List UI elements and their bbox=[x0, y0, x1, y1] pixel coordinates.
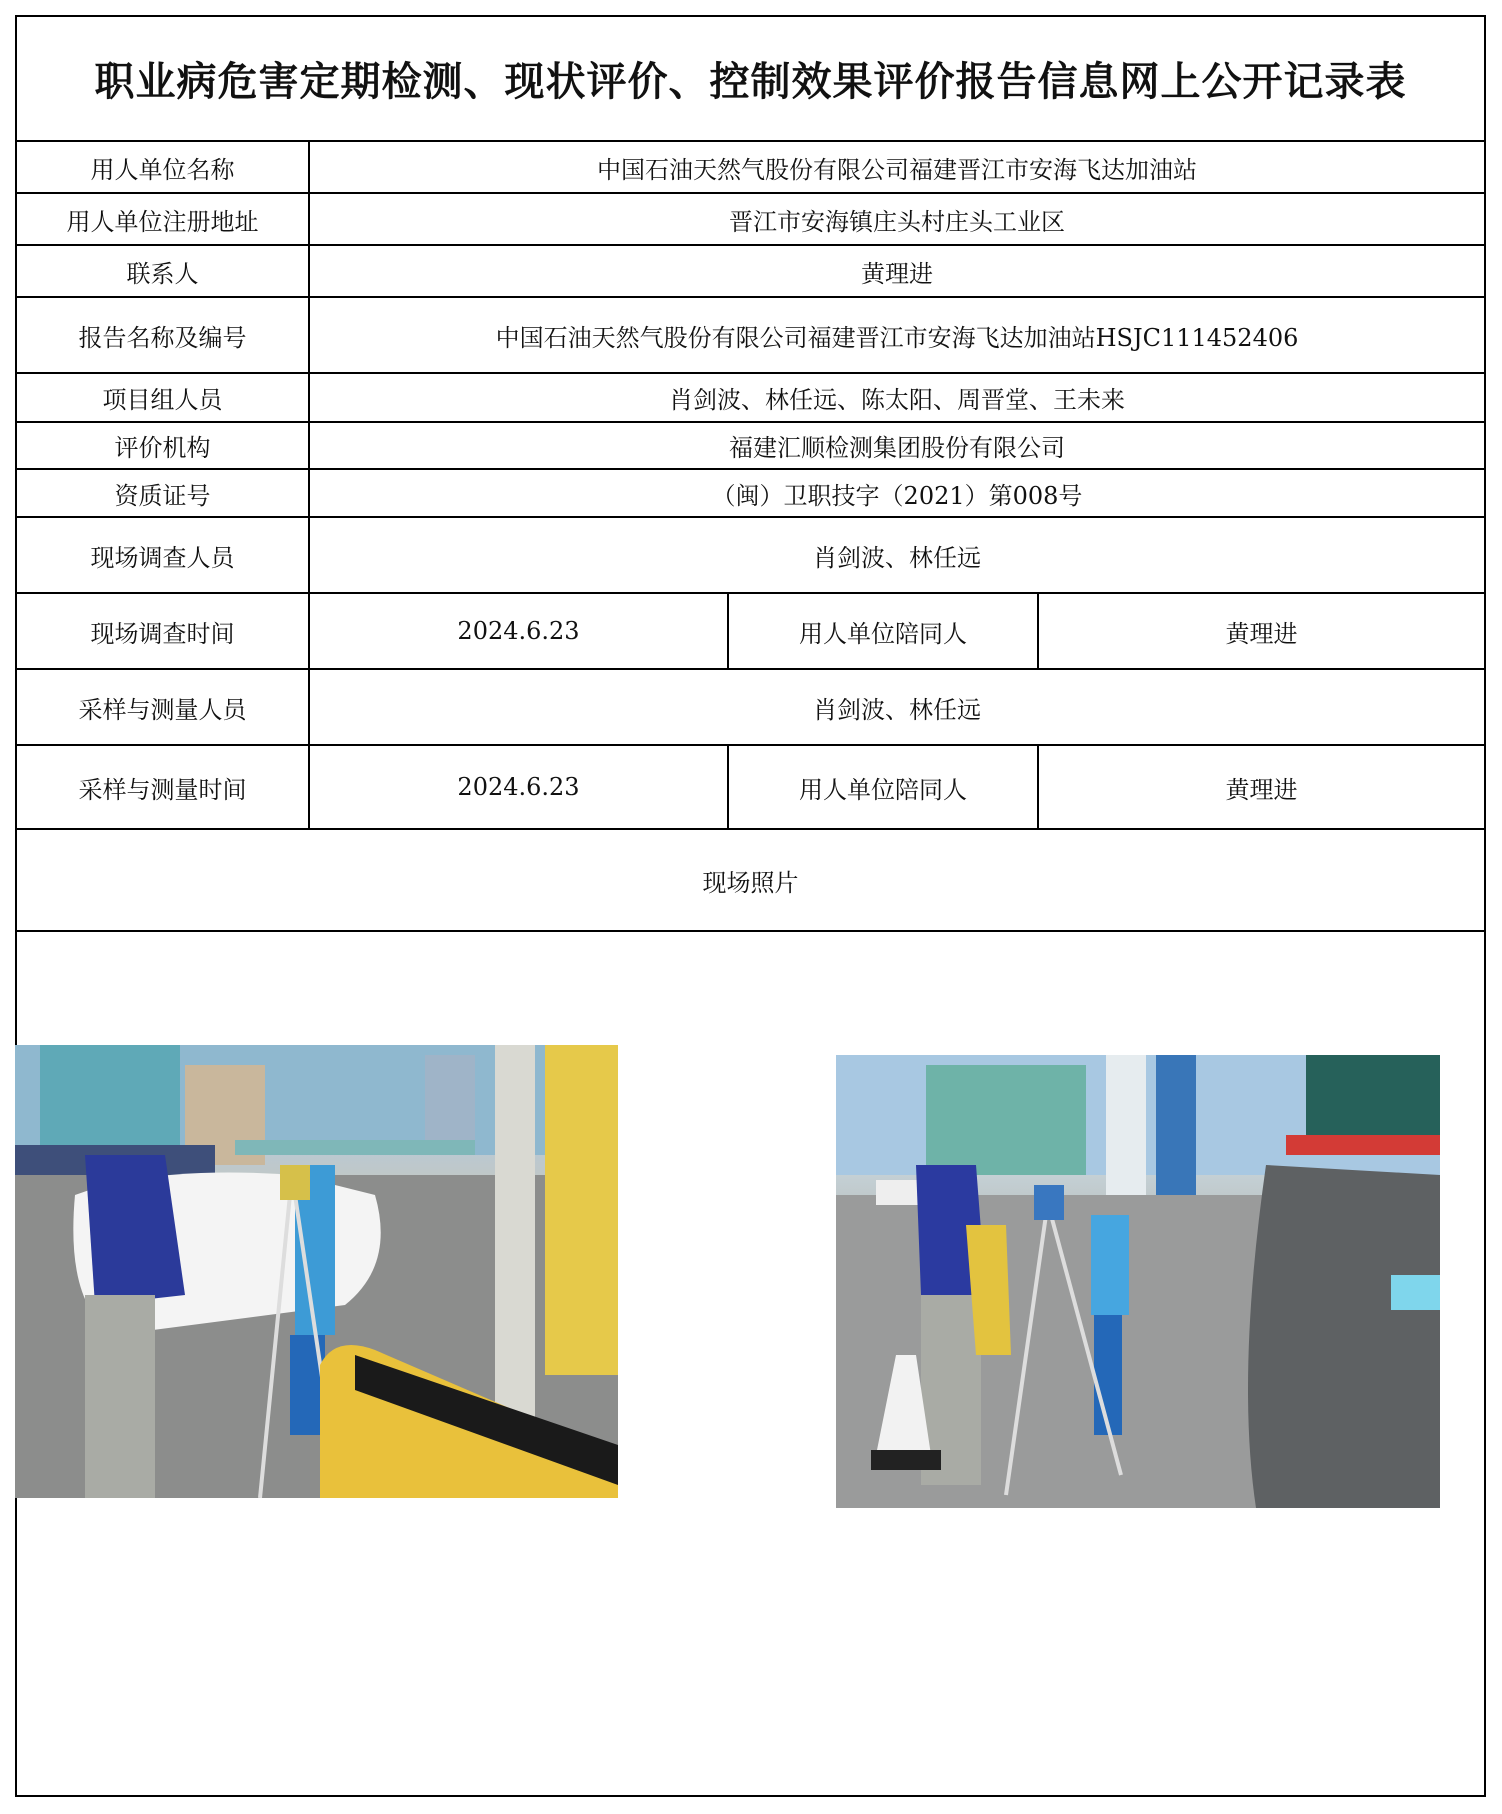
photo-illustration-icon bbox=[15, 1045, 618, 1498]
value-survey-date: 2024.6.23 bbox=[310, 594, 729, 668]
value-sampling-companion: 黄理进 bbox=[1225, 775, 1298, 804]
photos-header: 现场照片 bbox=[17, 830, 1484, 932]
site-photo-1 bbox=[15, 1045, 618, 1498]
row-contact bbox=[17, 246, 1484, 298]
photo-illustration-icon bbox=[836, 1055, 1440, 1508]
row-report-name bbox=[17, 298, 1484, 374]
value-contact: 黄理进 bbox=[861, 259, 933, 288]
label-agency: 评价机构 bbox=[17, 423, 310, 468]
value-sampling-staff: 肖剑波、林任远 bbox=[813, 695, 981, 724]
row-address bbox=[17, 194, 1484, 246]
label-survey-staff: 现场调查人员 bbox=[17, 518, 310, 592]
record-table bbox=[15, 15, 1486, 1797]
page-title: 职业病危害定期检测、现状评价、控制效果评价报告信息网上公开记录表 bbox=[17, 17, 1484, 142]
label-survey-companion: 用人单位陪同人 bbox=[729, 594, 1039, 668]
label-sampling-companion: 用人单位陪同人 bbox=[729, 746, 1039, 828]
row-survey-staff bbox=[17, 518, 1484, 594]
label-contact: 联系人 bbox=[17, 246, 310, 296]
row-sampling-time bbox=[17, 746, 1484, 830]
row-project-team bbox=[17, 374, 1484, 423]
row-certificate bbox=[17, 470, 1484, 518]
row-sampling-staff bbox=[17, 670, 1484, 746]
value-agency: 福建汇顺检测集团股份有限公司 bbox=[729, 434, 1065, 462]
label-survey-time: 现场调查时间 bbox=[17, 594, 310, 668]
row-agency bbox=[17, 423, 1484, 470]
label-sampling-staff: 采样与测量人员 bbox=[17, 670, 310, 744]
value-survey-companion: 黄理进 bbox=[1225, 619, 1298, 648]
value-employer-name: 中国石油天然气股份有限公司福建晋江市安海飞达加油站 bbox=[597, 155, 1197, 184]
value-project-team: 肖剑波、林任远、陈太阳、周晋堂、王未来 bbox=[669, 386, 1125, 414]
label-project-team: 项目组人员 bbox=[17, 374, 310, 421]
value-certificate: （闽）卫职技字（2021）第008号 bbox=[711, 481, 1083, 510]
value-sampling-date: 2024.6.23 bbox=[310, 746, 729, 828]
label-certificate: 资质证号 bbox=[17, 470, 310, 516]
label-address: 用人单位注册地址 bbox=[17, 194, 310, 244]
label-sampling-time: 采样与测量时间 bbox=[17, 746, 310, 828]
site-photo-2 bbox=[836, 1055, 1440, 1508]
value-report-name: 中国石油天然气股份有限公司福建晋江市安海飞达加油站HSJC111452406 bbox=[495, 323, 1299, 352]
value-address: 晋江市安海镇庄头村庄头工业区 bbox=[729, 207, 1065, 236]
label-report-name: 报告名称及编号 bbox=[17, 298, 310, 372]
value-survey-staff: 肖剑波、林任远 bbox=[813, 543, 981, 572]
row-survey-time bbox=[17, 594, 1484, 670]
label-employer-name: 用人单位名称 bbox=[17, 142, 310, 192]
row-employer-name bbox=[17, 142, 1484, 194]
